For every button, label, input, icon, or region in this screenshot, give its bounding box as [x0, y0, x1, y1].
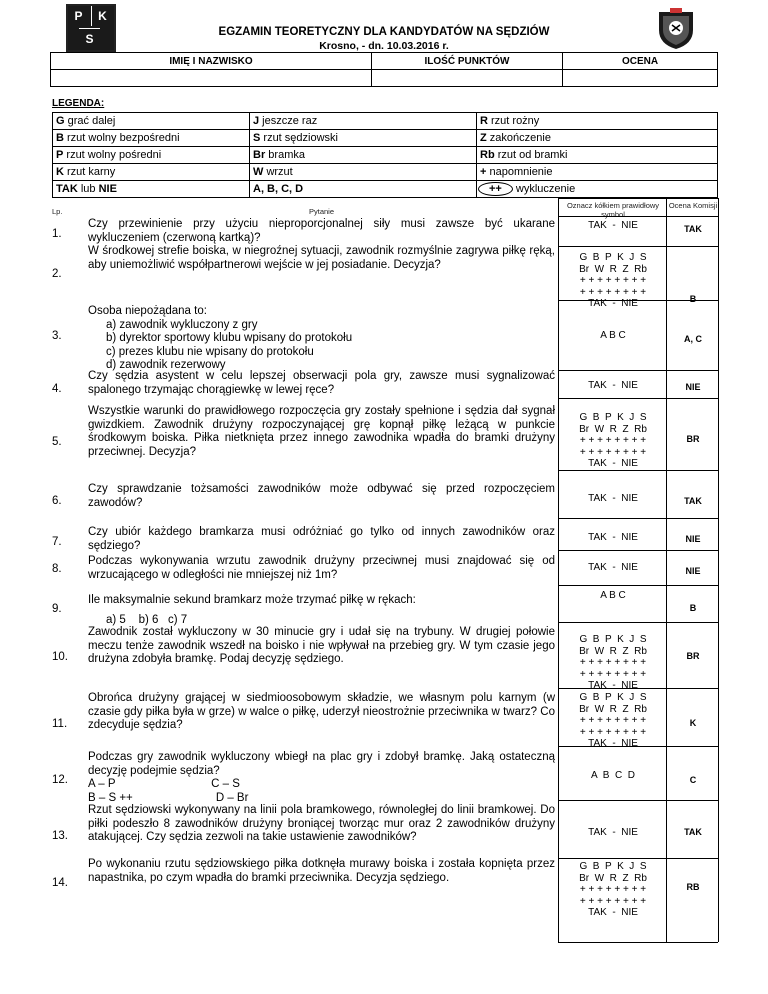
question-number: 6. [52, 495, 62, 507]
commission-grade: BR [686, 651, 700, 661]
question-body: Podczas gry zawodnik wykluczony wbiegł na plac gry i zdobył bramkę. Jaką ostateczną decyzję podejmie sędzia? [88, 751, 555, 777]
answer-line[interactable]: + + + + + + + + [579, 715, 647, 726]
answer-line[interactable]: TAK - NIE [588, 907, 638, 918]
commission-grade: B [689, 294, 697, 304]
answer-line[interactable]: A B C [600, 590, 626, 601]
question-text [88, 483, 555, 510]
legend-cell: A, B, C, D [250, 181, 477, 198]
commission-grade: NIE [685, 382, 701, 392]
question-number: 7. [52, 536, 62, 548]
question-option: c) prezes klubu nie wpisany do protokołu [106, 345, 314, 358]
question-text [88, 626, 555, 667]
question-number: 5. [52, 436, 62, 448]
question-number: 2. [52, 268, 62, 280]
commission-grade: C [689, 775, 697, 785]
question-body: Wszystkie warunki do prawidłowego rozpoczęcia gry zostały spełnione i sędzia dał sygnał gwizdkiem. Zawodnik drużyny rozpoczynającej grę kopnął piłkę leżącą w punkcie środkowym boiska. Piłka nietknięta przez innego zawodnika wpadła do bramki drużyny przeciwnej. Decyzja? [88, 405, 555, 458]
answer-line[interactable]: G B P K J S [579, 692, 647, 703]
legend-cell: J jeszcze raz [250, 113, 477, 130]
name-header: IMIĘ I NAZWISKO [51, 53, 372, 70]
question-body: Zawodnik został wykluczony w 30 minucie gry i udał się na trybuny. W drugiej połowie meczu tenże zawodnik wszedł na boisko i nie wpływał na przebieg gry. W tym czasie jego drużyna zdobyła bramkę. Podaj decyzję sędziego. [88, 626, 555, 665]
answer-line[interactable]: TAK - NIE [588, 298, 638, 309]
answer-symbols[interactable] [565, 330, 661, 342]
answer-line[interactable]: G B P K J S [579, 634, 647, 645]
question-body: Po wykonaniu rzutu sędziowskiego piłka dotknęła murawy boiska i została kopnięta przez napastnika, po czym wpadła do bramki przeciwnika. Decyzja sędziego. [88, 858, 555, 884]
answer-symbols[interactable] [565, 590, 661, 602]
question-text [88, 858, 555, 885]
question-text [88, 218, 555, 245]
answer-symbols[interactable] [565, 493, 661, 505]
question-number: 12. [52, 774, 68, 786]
legend-cell: B rzut wolny bezpośredni [53, 130, 250, 147]
commission-grade: TAK [684, 827, 702, 837]
legend-cell: TAK lub NIE [53, 181, 250, 198]
legend-cell: G grać dalej [53, 113, 250, 130]
logo-letter: K [91, 6, 113, 26]
question-body: Czy sprawdzanie tożsamości zawodników może odbywać się przed rozpoczęciem zawodów? [88, 483, 555, 509]
answer-line[interactable]: TAK - NIE [588, 532, 638, 543]
question-number: 11. [52, 718, 68, 730]
name-field[interactable] [51, 70, 372, 87]
row-divider [558, 858, 718, 859]
question-number: 9. [52, 603, 62, 615]
points-field[interactable] [372, 70, 563, 87]
legend-cell: W wrzut [250, 164, 477, 181]
answer-line[interactable]: + + + + + + + + [579, 884, 647, 895]
question-text [88, 804, 555, 845]
points-header: ILOŚĆ PUNKTÓW [372, 53, 563, 70]
legend-cell: S rzut sędziowski [250, 130, 477, 147]
question-option: b) dyrektor sportowy klubu wpisany do protokołu [106, 332, 353, 344]
answer-line[interactable]: TAK - NIE [588, 680, 638, 691]
logo-letter: S [79, 28, 100, 49]
legend-cell: ++ wykluczenie [477, 181, 718, 198]
answer-symbols[interactable] [565, 770, 661, 782]
commission-grade: NIE [685, 534, 701, 544]
question-body: W środkowej strefie boiska, w niegroźnej sytuacji, zawodnik rozmyślnie zagrywa piłkę ręką, aby uniemożliwić współpartnerowi wejście w jej posiadanie. Decyzja? [88, 245, 555, 271]
commission-grade: K [689, 718, 697, 728]
answer-line[interactable]: Br W R Z Rb [579, 703, 647, 715]
question-text [88, 526, 555, 553]
answer-line[interactable]: Br W R Z Rb [579, 645, 647, 657]
grade-field[interactable] [563, 70, 718, 87]
row-divider [558, 246, 718, 247]
question-number: 4. [52, 383, 62, 395]
commission-grade: TAK [684, 224, 702, 234]
row-divider [558, 300, 718, 301]
answer-line[interactable]: G B P K J S [579, 252, 647, 263]
commission-grade: BR [686, 434, 700, 444]
row-divider [558, 622, 718, 623]
question-option: a) zawodnik wykluczony z gry [106, 318, 258, 331]
question-body: Ile maksymalnie sekund bramkarz może trzymać piłkę w rękach: [88, 594, 416, 606]
answer-line[interactable]: A B C [600, 330, 626, 341]
answer-line[interactable]: TAK - NIE [588, 458, 638, 469]
question-body: Podczas wykonywania wrzutu zawodnik drużyny przeciwnej musi znajdować się od wrzucającego w odległości nie mniejszej niż 1m? [88, 555, 555, 581]
row-divider [558, 370, 718, 371]
question-text [88, 405, 555, 459]
exam-date: Krosno, - dn. 10.03.2016 r. [319, 40, 449, 52]
row-divider [558, 800, 718, 801]
legend-cell: Rb rzut od bramki [477, 147, 718, 164]
question-body: Czy ubiór każdego bramkarza musi odróżniać go tylko od innych zawodników oraz sędziego? [88, 526, 555, 552]
answer-symbols[interactable] [565, 861, 661, 919]
answer-line[interactable]: TAK - NIE [588, 562, 638, 573]
answer-line[interactable]: + + + + + + + + [579, 286, 647, 298]
question-body: Czy sędzia asystent w celu lepszej obserwacji pola gry, zawsze musi sygnalizować spalonego trzymając chorągiewkę w lewej ręce? [88, 370, 555, 396]
question-number: 14. [52, 877, 68, 889]
legend-cell: P rzut wolny pośredni [53, 147, 250, 164]
answer-line[interactable]: + + + + + + + + [579, 726, 647, 738]
grade-commission-header: Ocena Komisji [668, 201, 718, 210]
answer-symbols[interactable] [565, 634, 661, 692]
commission-grade: TAK [684, 496, 702, 506]
answer-symbols[interactable] [565, 532, 661, 544]
question-text [88, 305, 555, 373]
answer-line[interactable]: TAK - NIE [588, 493, 638, 504]
page-title: EGZAMIN TEORETYCZNY DLA KANDYDATÓW NA SĘDZIÓW [218, 26, 550, 38]
answer-line[interactable]: G B P K J S [579, 412, 647, 423]
row-divider [558, 942, 718, 943]
answer-symbols[interactable] [565, 220, 661, 232]
question-number: 10. [52, 651, 68, 663]
question-option: A – P C – S [88, 778, 240, 790]
answer-line[interactable]: + + + + + + + + [579, 895, 647, 907]
question-option: B – S ++ D – Br [88, 791, 249, 804]
question-text [88, 245, 555, 272]
answer-symbols[interactable] [565, 562, 661, 574]
question-number: 3. [52, 330, 62, 342]
question-text [88, 594, 555, 627]
row-divider [558, 688, 718, 689]
commission-grade: B [689, 603, 697, 613]
question-option: d) zawodnik rezerwowy [106, 359, 226, 371]
question-number: 13. [52, 830, 68, 842]
answer-line[interactable]: Br W R Z Rb [579, 263, 647, 275]
legend-cell: Z zakończenie [477, 130, 718, 147]
legend-cell: + napomnienie [477, 164, 718, 181]
answer-line[interactable]: TAK - NIE [588, 738, 638, 749]
oval-symbol: ++ [478, 182, 513, 196]
answer-line[interactable]: + + + + + + + + [579, 275, 647, 286]
commission-grade: NIE [685, 566, 701, 576]
answer-line[interactable]: TAK - NIE [588, 220, 638, 231]
candidate-table [50, 52, 718, 87]
question-number: 1. [52, 228, 62, 240]
row-divider [558, 518, 718, 519]
answer-symbols[interactable] [565, 412, 661, 470]
commission-grade: RB [686, 882, 700, 892]
answer-line[interactable]: TAK - NIE [588, 380, 638, 391]
row-divider [558, 216, 718, 217]
answer-line[interactable]: A B C D [591, 770, 635, 781]
row-divider [558, 198, 718, 199]
question-body: Czy przewinienie przy użyciu nieproporcjonalnej siły musi zawsze być ukarane wykluczeniem (czerwoną kartką)? [88, 218, 555, 244]
logo-letter: P [74, 9, 83, 23]
question-text [88, 555, 555, 582]
legend-title: LEGENDA: [52, 98, 105, 109]
lp-header: Lp. [52, 207, 63, 216]
legend-cell: R rzut rożny [477, 113, 718, 130]
question-number: 8. [52, 563, 62, 575]
answer-line[interactable]: + + + + + + + + [579, 657, 647, 668]
answer-line[interactable]: Br W R Z Rb [579, 872, 647, 884]
mark-header: Oznacz kółkiem prawidłowy symbol [566, 201, 660, 219]
question-body: Rzut sędziowski wykonywany na linii pola bramkowego, równoległej do linii bramkowej. Do piłki podeszło 8 zawodników drużyny broniącej tworząc mur oraz 2 zawodników drużyny atakującej. Czy sędzia zezwoli na takie ustawienie zawodników? [88, 804, 555, 843]
question-option: a) 5 b) 6 c) 7 [106, 613, 188, 626]
answer-line[interactable]: + + + + + + + + [579, 668, 647, 680]
answer-line[interactable]: G B P K J S [579, 861, 647, 872]
answer-symbols[interactable] [565, 692, 661, 750]
question-text [88, 370, 555, 397]
row-divider [558, 398, 718, 399]
row-divider [558, 550, 718, 551]
row-divider [558, 470, 718, 471]
answer-symbols[interactable] [565, 380, 661, 392]
question-body: Osoba niepożądana to: [88, 305, 207, 317]
answer-symbols[interactable] [565, 827, 661, 839]
legend-cell: K rzut karny [53, 164, 250, 181]
row-divider [558, 746, 718, 747]
legend-table [52, 112, 718, 198]
legend-cell: Br bramka [250, 147, 477, 164]
grade-header: OCENA [563, 53, 718, 70]
answer-line[interactable]: + + + + + + + + [579, 446, 647, 458]
answer-line[interactable]: + + + + + + + + [579, 435, 647, 446]
question-text [88, 692, 555, 733]
question-text [88, 751, 555, 805]
question-header: Pytanie [308, 207, 335, 216]
question-body: Obrońca drużyny grającej w siedmioosobowym składzie, we własnym polu karnym (w czasie gdy piłka była w grze) w walce o piłkę, uderzył nieostrożnie przeciwnika w twarz? Co zdecyduje sędzia? [88, 692, 555, 731]
row-divider [558, 585, 718, 586]
answer-line[interactable]: Br W R Z Rb [579, 423, 647, 435]
commission-grade: A, C [684, 334, 702, 344]
answer-line[interactable]: TAK - NIE [588, 827, 638, 838]
